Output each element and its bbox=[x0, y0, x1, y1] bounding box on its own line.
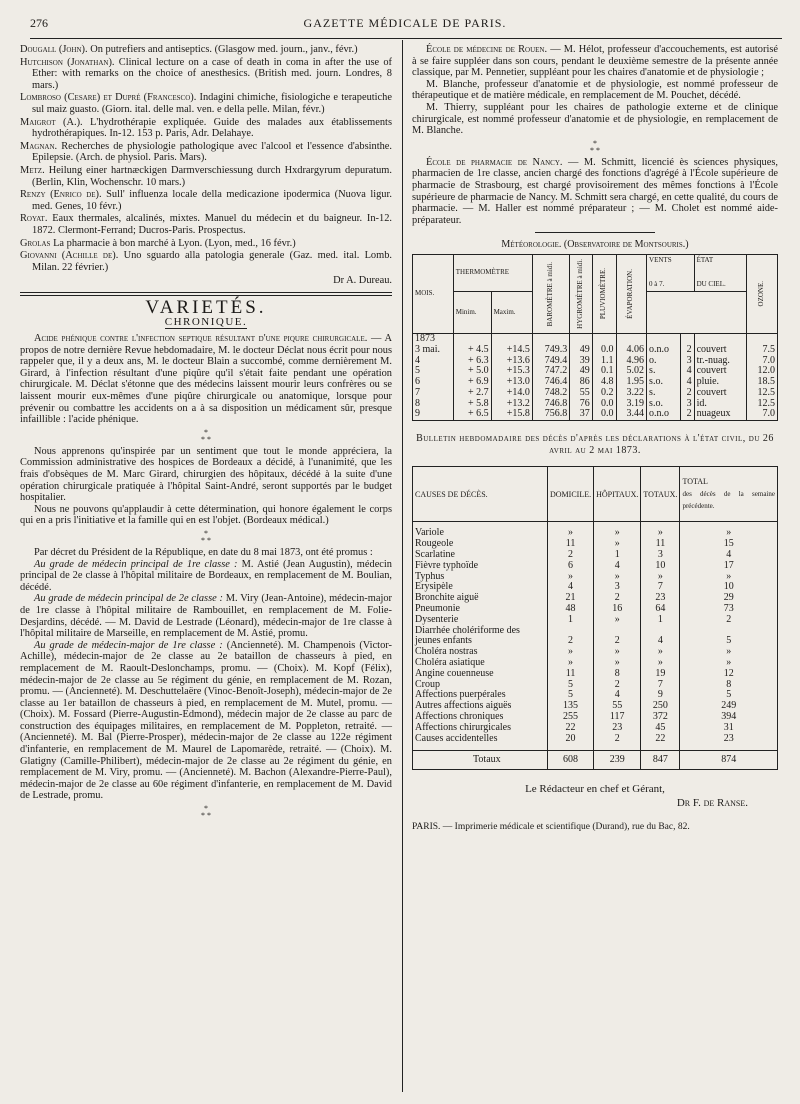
meteo-title: Météorologie. (Observatoire de Montsouris.) bbox=[501, 239, 689, 251]
table-row: Affections chirurgicales 22 23 45 31 bbox=[413, 723, 778, 734]
col-header: THERMOMÈTRE bbox=[453, 254, 532, 291]
table-row: Diarrhée cholériforme des jeunes enfants 2 2 4 5 bbox=[413, 626, 778, 648]
meteo-table bbox=[412, 254, 778, 421]
section-rule bbox=[20, 292, 392, 296]
table-row: Erysipèle 4 3 7 10 bbox=[413, 582, 778, 593]
table-row: Causes accidentelles 20 2 22 23 bbox=[413, 734, 778, 745]
table-row: Dysenterie 1 » 1 2 bbox=[413, 615, 778, 626]
bib-entry: Maigrot (A.). L'hydrothérapie expliquée. Guide des malades aux établissements hydrothérapiques. In-12. 153 p. Paris, Adr. Delahaye. bbox=[20, 116, 392, 140]
table-row: Choléra nostras » » » » bbox=[413, 647, 778, 658]
deces-table bbox=[412, 466, 778, 770]
separator-stars: * * * bbox=[201, 427, 211, 444]
page-number: 276 bbox=[30, 16, 48, 30]
table-row: 8 + 5.8 +13.2 746.8 76 0.0 3.19 s.o. 3 id. 12.5 bbox=[413, 399, 778, 410]
article-paragraph: École de pharmacie de Nancy. — M. Schmitt, licencié ès sciences physiques, pharmacien de 1re classe, ancien chargé des fonctions d'agrégé à l'École supérieure de pharmacie de Strasbourg, est chargé provisoirement des mêmes fonctions à l'École supérieure de pharmacie de Nancy. M. Schmitt sera chargé, en cette qualité, du cours de pharmacie. — M. Haller est nommé préparateur ; — M. Cholet est nommé aide-préparateur. bbox=[412, 156, 778, 226]
column-divider bbox=[402, 40, 403, 1092]
article-paragraph: École de médecine de Rouen. — M. Hélot, professeur d'accouchements, est autorisé à se faire suppléer dans son cours, pendant le deuxième semestre de la présente année classique, par M. Pennetier, suppléant pour les chaires d'anatomie et de physiologie ; bbox=[412, 44, 778, 79]
table-row: 9 + 6.5 +15.8 756.8 37 0.0 3.44 o.n.o 2 nuageux 7.0 bbox=[413, 409, 778, 420]
col-header: DOMICILE. bbox=[548, 467, 594, 522]
col-header: TOTAUX. bbox=[641, 467, 680, 522]
table-row: 5 + 5.0 +15.3 747.2 49 0.1 5.02 s. 4 couvert 12.0 bbox=[413, 366, 778, 377]
table-row: Pneumonie 48 16 64 73 bbox=[413, 604, 778, 615]
chronique-title: CHRONIQUE. bbox=[164, 316, 248, 329]
journal-title: GAZETTE MÉDICALE DE PARIS. bbox=[303, 16, 507, 30]
bib-entry: Lombroso (Cesare) et Dupré (Francesco). Indagini chimiche, fisiologiche e terapeutiche sul maiz guasto. (Giorn. ital. delle mal. ven. e della pelle. Milan, févr.) bbox=[20, 92, 392, 115]
col-header: BAROMÈTRE à midi. bbox=[532, 254, 569, 333]
bib-entry: Hutchison (Jonathan). Clinical lecture on a case of death in coma in after the use of Ether: with remarks on the choice of anesthesics. (British med. journ. Londres, 8 mars.) bbox=[20, 56, 392, 91]
table-row: Croup 5 2 7 8 bbox=[413, 680, 778, 691]
bibliography-list bbox=[20, 44, 392, 287]
col-header: ÉVAPORATION. bbox=[616, 254, 647, 333]
table-row: 6 + 6.9 +13.0 746.4 86 4.8 1.95 s.o. 4 pluie. 18.5 bbox=[413, 377, 778, 388]
col-header: TOTAL des décès de la semaine précédente. bbox=[680, 467, 778, 522]
left-column bbox=[20, 44, 392, 822]
deces-title: Bulletin hebdomadaire des décès d'après les déclarations à l'état civil, du 26 avril au 2 mai 1873. bbox=[416, 433, 774, 456]
separator-stars: * * * bbox=[201, 804, 211, 821]
bib-entry: Grolas La pharmacie à bon marché à Lyon. (Lyon, med., 16 févr.) bbox=[20, 237, 296, 249]
year-cell: 1873 bbox=[413, 333, 454, 344]
table-row: 3 mai. + 4.5 +14.5 749.3 49 0.0 4.06 o.n.o 2 couvert 7.5 bbox=[413, 345, 778, 356]
table-row: Scarlatine 2 1 3 4 bbox=[413, 550, 778, 561]
header-rule bbox=[30, 38, 782, 39]
article-paragraph: Par décret du Président de la République, en date du 8 mai 1873, ont été promus : bbox=[34, 546, 373, 558]
table-row: Typhus » » » » bbox=[413, 572, 778, 583]
redacteur-line: Le Rédacteur en chef et Gérant, bbox=[525, 783, 665, 796]
col-header: PLUVIOMÈTRE. bbox=[592, 254, 616, 333]
col-header: MOIS. bbox=[413, 254, 454, 333]
separator-stars: * * * bbox=[590, 138, 600, 155]
short-rule bbox=[535, 232, 655, 233]
promotion-paragraph: Au grade de médecin principal de 1re classe : M. Astié (Jean Augustin), médecin principal de 2e classe à l'hôpital militaire de Bordeaux, en remplacement de M. Boulian, décédé. bbox=[20, 558, 392, 593]
col-header: Minim. bbox=[453, 291, 491, 333]
bib-signature: Dr A. Dureau. bbox=[333, 275, 392, 287]
table-row: Angine couenneuse 11 8 19 12 bbox=[413, 669, 778, 680]
table-row: Rougeole 11 » 11 15 bbox=[413, 539, 778, 550]
page-header bbox=[30, 16, 780, 36]
table-row: 4 + 6.3 +13.6 749.4 39 1.1 4.96 o. 3 tr.-nuag. 7.0 bbox=[413, 356, 778, 367]
col-header: OZONE. bbox=[747, 254, 778, 333]
col-header: Maxim. bbox=[491, 291, 532, 333]
table-row: 7 + 2.7 +14.0 748.2 55 0.2 3.22 s. 2 couvert 12.5 bbox=[413, 388, 778, 399]
bib-entry: Giovanni (Achille de). Uno sguardo alla patologia generale (Gaz. med. ital. Lomb. Milan. 22 février.) bbox=[20, 250, 392, 273]
bib-entry: Dougall (John). On putrefiers and antiseptics. (Glasgow med. journ., janv., févr.) bbox=[20, 44, 358, 55]
table-row: Bronchite aiguë 21 2 23 29 bbox=[413, 593, 778, 604]
col-header: HÔPITAUX. bbox=[594, 467, 641, 522]
header-spacer bbox=[647, 291, 747, 333]
article-paragraph: Nous apprenons qu'inspirée par un sentiment que tout le monde appréciera, la Commission administrative des hospices de Bordeaux a décidé, à l'unanimité, que les frais d'obsèques de M. Marc Girard, chirurgien des hôpitaux, décédé à la suite d'une opération chirurgicale pratiquée à l'hôpital Saint-André, seront supportés par le budget hospitalier. bbox=[20, 445, 392, 504]
totals-row: Totaux 608 239 847 874 bbox=[413, 751, 778, 770]
table-row: Autres affections aiguës 135 55 250 249 bbox=[413, 701, 778, 712]
table-row: Affections puerpérales 5 4 9 5 bbox=[413, 690, 778, 701]
right-column bbox=[412, 44, 778, 833]
section-title: VARIETÉS. bbox=[145, 296, 267, 318]
col-header: HYGROMÈTRE à midi. bbox=[570, 254, 593, 333]
col-header: CAUSES DE DÉCÈS. bbox=[413, 467, 548, 522]
separator-stars: * * * bbox=[201, 528, 211, 545]
article-paragraph: M. Blanche, professeur d'anatomie et de physiologie, est nommé professeur de thérapeutique et de matière médicale, en remplacement de M. Pouchet, décédé. bbox=[412, 78, 778, 102]
article-paragraph: Nous ne pouvons qu'applaudir à cette détermination, qui honore également le corps qui en a pris l'initiative et la famille qui en est l'objet. (Bordeaux médical.) bbox=[20, 503, 392, 527]
bib-entry: Renzy (Enrico de). Sull' influenza locale della medicazione ipodermica (Nuova ligur. med. Genes, 10 févr.) bbox=[20, 189, 392, 212]
gerant-signature: Dr F. de Ranse. bbox=[676, 797, 748, 809]
article-paragraph: M. Thierry, suppléant pour les chaires de pathologie externe et de clinique chirurgicale, est nommé professeur d'anatomie et de physiologie, en remplacement de M. Blanche. bbox=[412, 101, 778, 137]
promotion-paragraph: Au grade de médecin-major de 1re classe : (Ancienneté). M. Champenois (Victor-Achille), médecin-major de 2e classe au 2e bataillon de chasseurs à pied, en remplacement de M. Raoult-Deslonchamps, promu. — (Choix). M. Kopf (Félix), médecin-major de 2e classe au 5e régiment du génie, en remplacement de M. Rozan, promu. — (Ancienneté). M. Deschuttelaëre (Vinoc-Benoît-Joseph), médecin-major de 2e classe au 1er bataillon de chasseurs à pied, en remplacement de M. Mutel, promu. — (Choix). M. Fossard (Pierre-Augustin-Edmond), médecin major de 2e classe au parc de construction des équipages militaires, en remplacement de M. Poppleton, retraité. — (Ancienneté). M. Bal (Pierre-Prosper), médecin-major de 2e classe au 122e régiment d'infanterie, en remplacement de M. Maurel de Lapomarède, retraité. — (Choix). M. Glatigny (Camille-Philibert), médecin-major de 2e classe au 2e régiment du génie, en remplacement de M. Viry, promu. — (Ancienneté). M. Bachon (Alexandre-Pierre-Paul), médecin-major de 2e classe au 60e régiment d'infanterie, en remplacement de M. David de Lestrade, promu. bbox=[20, 639, 392, 802]
table-row: Choléra asiatique » » » » bbox=[413, 658, 778, 669]
col-header: ÉTAT DU CIEL. bbox=[694, 254, 747, 291]
table-row: Affections chroniques 255 117 372 394 bbox=[413, 712, 778, 723]
bib-entry: Royat. Eaux thermales, alcalinés, mixtes. Manuel du médecin et du baigneur. In-12. 1872. Clermont-Ferrand; Ducros-Paris. Prospectus. bbox=[20, 213, 392, 236]
table-row: Variole » » » » bbox=[413, 528, 778, 539]
bib-entry: Magnan. Recherches de physiologie pathologique avec l'alcool et l'essence d'absinthe. Epilepsie. (Arch. de physiol. Paris. Mars). bbox=[20, 140, 392, 164]
table-row: Fièvre typhoïde 6 4 10 17 bbox=[413, 561, 778, 572]
col-header: VENTS 0 à 7. bbox=[647, 254, 695, 291]
bib-entry: Metz. Heilung einer hartnæckigen Darmverschiessung durch Hxdrargyrum depuratum. (Berlin, Klin, Wochenschr. 10 mars.) bbox=[20, 164, 392, 188]
article-paragraph: Acide phénique contre l'infection septique résultant d'une piqure chirurgicale. — A propos de notre dernière Revue hebdomadaire, M. le docteur Déclat nous écrit pour nous rappeler que, il y a deux ans, M. le docteur Blain a succombé, comme dernièrement M. Girard, à l'infection résultant d'une piqûre qu'il s'était faite pendant une opération chirurgicale. M. Déclat s'étonne que des médecins laissent mourir leurs confrères ou se laissent mourir eux-mêmes d'une piqûre chirurgicale ou anatomique, lorsque pour prévenir ou combattre les accidents on a à sa disposition un médicament sûr, presque infaillible : l'acide phénique. bbox=[20, 333, 392, 426]
promotion-paragraph: Au grade de médecin principal de 2e classe : M. Viry (Jean-Antoine), médecin-major de 1re classe à l'hôpital militaire de Rambouillet, en remplacement de M. Folie-Desjardins, décédé. — M. David de Lestrade (Léonard), médecin-major de 1re classe à l'hôpital militaire de Marseille, en remplacement de M. Astié, promu. bbox=[20, 593, 392, 640]
printer-line: PARIS. — Imprimerie médicale et scientifique (Durand), rue du Bac, 82. bbox=[412, 821, 690, 832]
